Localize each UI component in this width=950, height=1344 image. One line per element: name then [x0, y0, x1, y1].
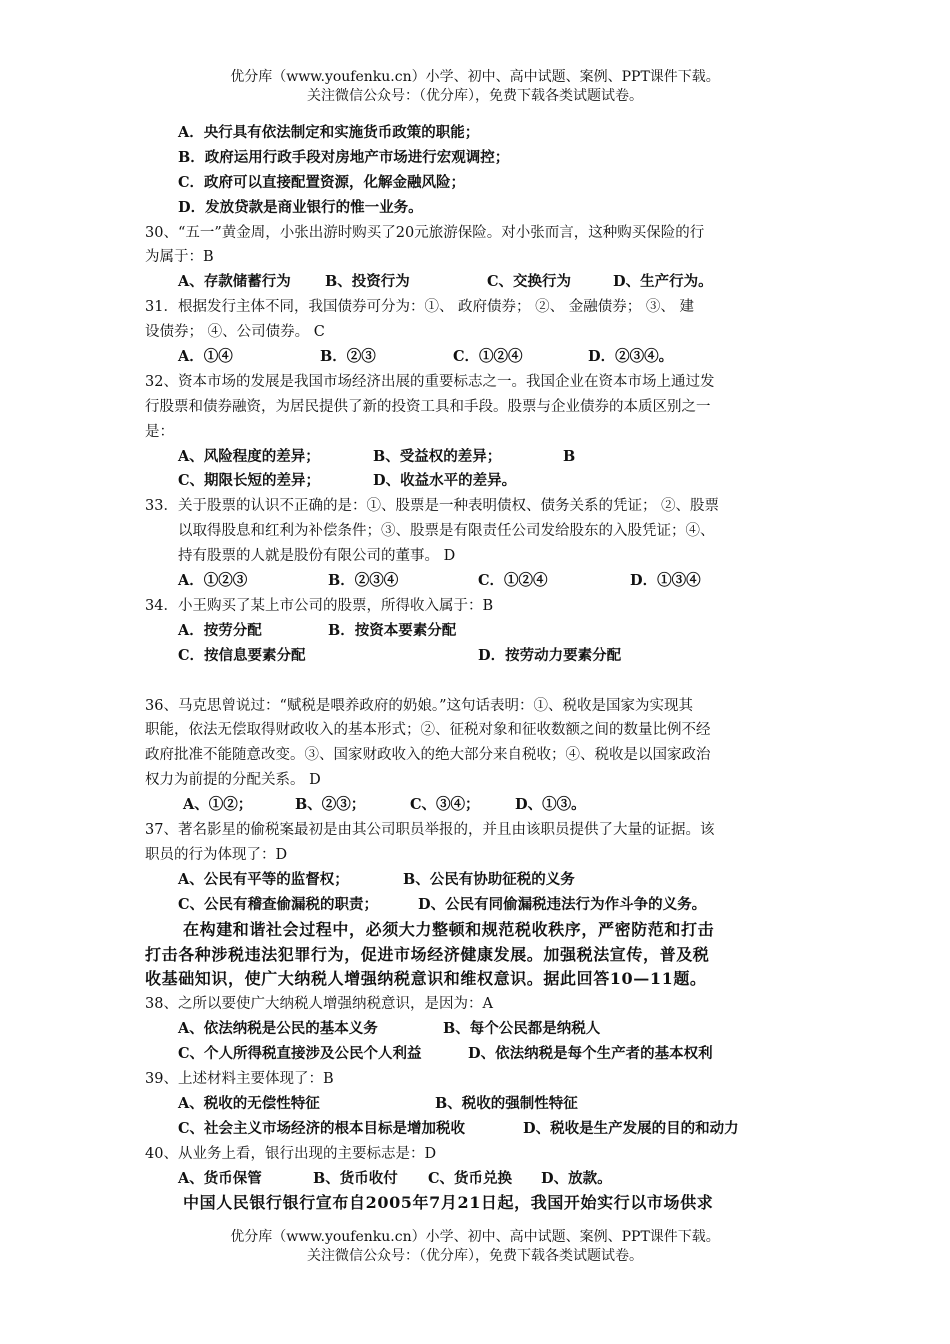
page-header [0, 68, 950, 106]
q32-option-c: C、期限长短的差异； [178, 472, 321, 490]
footer-line-2: 关注微信公众号：（优分库），免费下载各类试题试卷。 [307, 1248, 643, 1264]
q31-options [145, 345, 810, 370]
q32-option-a: A、风险程度的差异； [178, 447, 320, 465]
q32-option-b: B、受益权的差异； [373, 447, 502, 465]
q37-option-a: A、公民有平等的监督权； [178, 870, 349, 888]
q38-option-c: C、个人所得税直接涉及公民个人利益 [178, 1045, 422, 1063]
q29-option-a: A．央行具有依法制定和实施货币政策的职能； [178, 124, 480, 141]
q39-option-a: A、税收的无偿性特征 [178, 1094, 320, 1112]
q40-option-d: D、放款。 [541, 1169, 612, 1187]
q36-stem-line-2: 职能，依法无偿取得财政收入的基本形式；②、征税对象和征收数额之间的数量比例不经 [145, 722, 711, 739]
q33-stem-line-3: 持有股票的人就是股份有限公司的董事。 D [178, 548, 456, 565]
q32-option-d: D、收益水平的差异。 [373, 472, 517, 490]
blank-line [145, 669, 810, 694]
q30-option-c: C、交换行为 [487, 273, 572, 291]
q30-options [145, 270, 810, 295]
q36-stem-line-3: 政府批准不能随意改变。③、国家财政收入的绝大部分来自税收；④、税收是以国家政治 [145, 747, 711, 764]
q30-option-a: A、存款储蓄行为 [178, 273, 291, 291]
q40-options [145, 1167, 810, 1192]
q31-option-d: D．②③④。 [588, 348, 674, 366]
q33-option-d: D．①③④ [630, 572, 701, 590]
q31-option-a: A．①④ [178, 348, 233, 366]
document-body [145, 121, 810, 1216]
q37-option-d: D、公民有同偷漏税违法行为作斗争的义务。 [418, 895, 707, 913]
q32-stem-line-2: 行股票和债券融资，为居民提供了新的投资工具和手段。股票与企业债券的本质区别之一 [145, 398, 711, 415]
q37-option-c: C、公民有稽查偷漏税的职责； [178, 895, 379, 913]
q40-stem: 40、从业务上看，银行出现的主要标志是：D [145, 1145, 437, 1162]
q32-stem-line-1: 32、资本市场的发展是我国市场经济出展的重要标志之一。我国企业在资本市场上通过发 [145, 373, 715, 390]
q36-option-d: D、①③。 [515, 796, 586, 814]
q38-options-row-2 [145, 1042, 810, 1067]
material-2-line-1: 中国人民银行银行宣布自2005年7月21日起，我国开始实行以市场供求 [183, 1193, 714, 1213]
q29-option-c: C．政府可以直接配置资源，化解金融风险； [178, 173, 466, 191]
q31-option-c: C．①②④ [453, 348, 523, 366]
q38-option-b: B、每个公民都是纳税人 [443, 1020, 601, 1038]
q39-option-d: D、税收是生产发展的目的和动力 [523, 1119, 739, 1137]
q30-option-b: B、投资行为 [325, 273, 410, 291]
q40-option-c: C、货币兑换 [428, 1169, 513, 1187]
q38-options-row-1 [145, 1017, 810, 1042]
q34-options-row-2 [145, 644, 810, 669]
q31-stem-line-2: 设债券； ④、公司债券。 C [145, 324, 325, 341]
q32-options-row-1 [145, 445, 810, 470]
q36-stem-line-4: 权力为前提的分配关系。 D [145, 772, 321, 789]
q37-options-row-1 [145, 868, 810, 893]
q38-stem: 38、之所以要使广大纳税人增强纳税意识，是因为：A [145, 996, 493, 1013]
q38-option-d: D、依法纳税是每个生产者的基本权利 [468, 1045, 713, 1063]
q34-option-a: A．按劳分配 [178, 621, 262, 639]
q37-stem-line-2: 职员的行为体现了：D [145, 846, 288, 863]
q32-options-row-2 [145, 469, 810, 494]
footer-line-1: 优分库（www.youfenku.cn）小学、初中、高中试题、案例、PPT课件下载。 [230, 1229, 720, 1245]
q30-option-d: D、生产行为。 [613, 273, 713, 291]
material-1-line-3: 收基础知识，使广大纳税人增强纳税意识和维权意识。据此回答10—11题。 [145, 969, 707, 989]
q33-options [145, 569, 810, 594]
q39-option-c: C、社会主义市场经济的根本目标是增加税收 [178, 1119, 466, 1137]
q39-stem: 39、上述材料主要体现了：B [145, 1070, 334, 1087]
material-1-line-2: 打击各种涉税违法犯罪行为，促进市场经济健康发展。加强税法宣传，普及税 [145, 944, 710, 964]
q37-options-row-2 [145, 893, 810, 918]
header-line-1: 优分库（www.youfenku.cn）小学、初中、高中试题、案例、PPT课件下载。 [230, 69, 720, 85]
q36-stem-line-1: 36、马克思曾说过：“赋税是喂养政府的奶娘。”这句话表明：①、税收是国家为实现其 [145, 697, 694, 714]
q33-option-a: A．①②③ [178, 572, 248, 590]
q34-option-d: D．按劳动力要素分配 [478, 646, 622, 664]
q37-option-b: B、公民有协助征税的义务 [403, 870, 575, 888]
q33-option-b: B．②③④ [328, 572, 399, 590]
q34-options-row-1 [145, 619, 810, 644]
q36-option-a: A、①②； [183, 796, 253, 814]
q29-option-d: D．发放贷款是商业银行的惟一业务。 [178, 198, 423, 216]
q40-option-a: A、货币保管 [178, 1169, 262, 1187]
q33-stem-line-1: 33．关于股票的认识不正确的是：①、股票是一种表明债权、债务关系的凭证； ②、股票 [145, 498, 720, 515]
q36-option-c: C、③④； [410, 796, 480, 814]
q34-option-b: B．按资本要素分配 [328, 621, 457, 639]
q32-stem-line-3: 是： [145, 423, 174, 440]
q40-option-b: B、货币收付 [313, 1169, 398, 1187]
q32-answer: B [563, 447, 576, 465]
q39-options-row-1 [145, 1092, 810, 1117]
q30-stem-line-1: 30、“五一”黄金周，小张出游时购买了20元旅游保险。对小张而言，这种购买保险的行 [145, 224, 705, 241]
q29-option-b: B．政府运用行政手段对房地产市场进行宏观调控； [178, 148, 510, 166]
q39-options-row-2 [145, 1117, 810, 1142]
header-line-2: 关注微信公众号：（优分库），免费下载各类试题试卷。 [307, 88, 643, 104]
q31-option-b: B．②③ [320, 348, 376, 366]
q39-option-b: B、税收的强制性特征 [435, 1094, 578, 1112]
q33-option-c: C．①②④ [478, 572, 548, 590]
q30-stem-line-2: 为属于：B [145, 249, 214, 266]
q31-stem-line-1: 31．根据发行主体不同，我国债券可分为：①、 政府债券； ②、 金融债券； ③、 建 [145, 299, 694, 316]
q36-option-b: B、②③； [295, 796, 366, 814]
q38-option-a: A、依法纳税是公民的基本义务 [178, 1020, 378, 1038]
material-1-line-1: 在构建和谐社会过程中，必须大力整顿和规范税收秩序，严密防范和打击 [183, 919, 715, 939]
q37-stem-line-1: 37、著名影星的偷税案最初是由其公司职员举报的，并且由该职员提供了大量的证据。该 [145, 822, 715, 839]
q34-stem: 34．小王购买了某上市公司的股票，所得收入属于：B [145, 597, 494, 614]
page-footer [0, 1228, 950, 1266]
q36-options [145, 793, 810, 818]
q33-stem-line-2: 以取得股息和红利为补偿条件；③、股票是有限责任公司发给股东的入股凭证；④、 [178, 523, 715, 540]
q34-option-c: C．按信息要素分配 [178, 646, 306, 664]
